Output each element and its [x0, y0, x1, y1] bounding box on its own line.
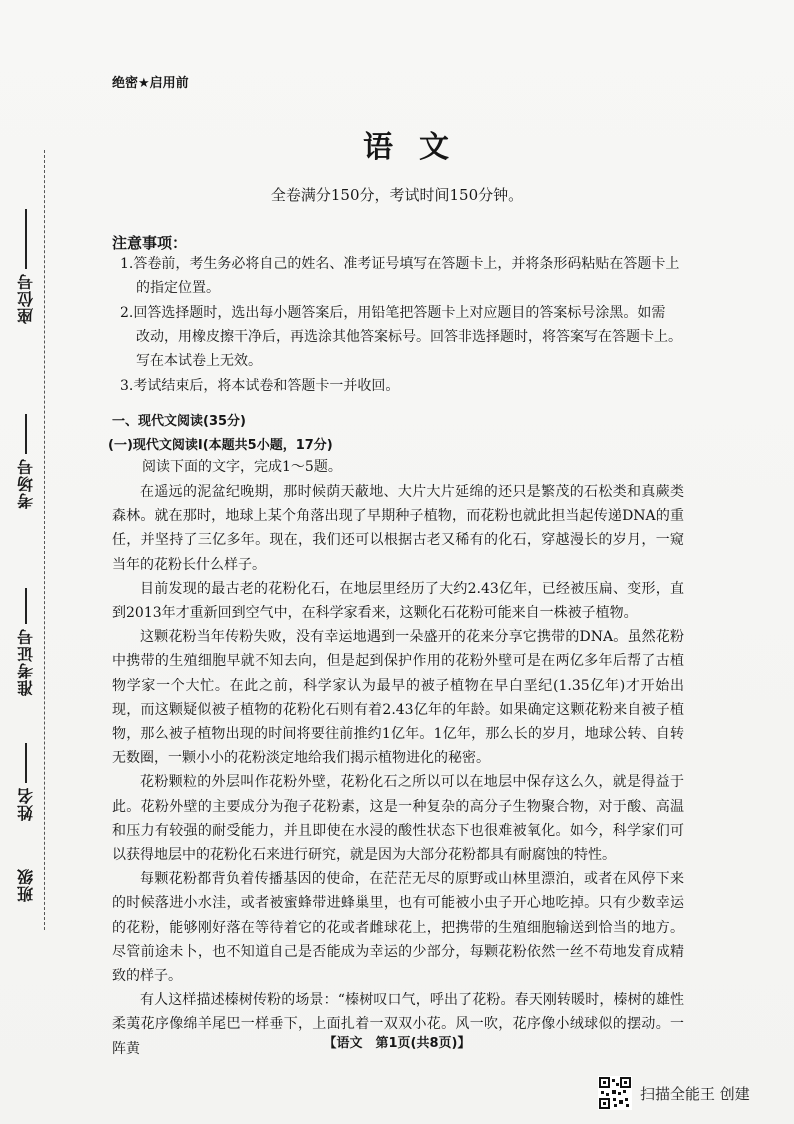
page-title: 语文 [363, 130, 475, 165]
subsection-title: (一)现代文阅读Ⅰ(本题共5小题，17分) [108, 438, 333, 453]
binding-dashed-line [44, 150, 45, 930]
scanner-watermark [598, 1076, 750, 1110]
note-line: 改动，用橡皮擦干净后，再选涂其他答案标号。回答非选择题时，将答案写在答题卡上。 [136, 329, 682, 345]
passage-paragraph: 花粉颗粒的外层叫作花粉外壁，花粉化石之所以可以在地层中保存这么久，就是得益于此。花粉外壁的主要成分为孢子花粉素，这是一种复杂的高分子生物聚合物，对于酸、高温和压力有较强的耐受能力，并且即使在水浸的酸性状态下也很难被氧化。如今，科学家们可以获得地层中的花粉化石来进行研究，就是因为大部分花粉都具有耐腐蚀的特性。 [112, 774, 684, 864]
seat-number-label: 座位号 [16, 273, 36, 325]
qr-code-icon [598, 1076, 632, 1110]
admission-number-line [25, 588, 27, 624]
note-item [120, 301, 690, 373]
exam-room-label: 考场号 [16, 458, 36, 510]
note-line: 1.答卷前，考生务必将自己的姓名、准考证号填写在答题卡上，并将条形码粘贴在答题卡上 [120, 256, 680, 272]
watermark-text: 扫描全能王 创建 [640, 1084, 750, 1103]
note-line: 写在本试卷上无效。 [136, 353, 262, 369]
passage-paragraph: 在遥远的泥盆纪晚期，那时候荫天蔽地、大片大片延绵的还只是繁茂的石松类和真蕨类森林。就在那时，地球上某个角落出现了早期种子植物，而花粉也就此担当起传递DNA的重任，并坚持了三亿多年。现在，我们还可以根据古老又稀有的化石，穿越漫长的岁月，一窥当年的花粉长什么样子。 [112, 484, 684, 573]
name-line [25, 743, 27, 783]
class-label: 班级 [16, 868, 36, 902]
note-line: 的指定位置。 [136, 280, 220, 296]
exam-room-line [25, 415, 27, 455]
notes-heading: 注意事项： [112, 234, 188, 252]
class-field [8, 850, 44, 920]
name-field [8, 725, 44, 835]
passage-paragraph: 这颗花粉当年传粉失败，没有幸运地遇到一朵盛开的花来分享它携带的DNA。虽然花粉中携带的生殖细胞早就不知去向，但是起到保护作用的花粉外壁可是在两亿多年后帮了古植物学家一个大忙。在此之前，科学家认为最早的被子植物在早白垩纪(1.35亿年)才开始出现，而这颗疑似被子植物的花粉化石则有着2.43亿年的年龄。如果确定这颗花粉来自被子植物，那么被子植物出现的时间将要往前推约1亿年。1亿年，那么长的岁月，地球公转、自转无数圈，一颗小小的花粉淡定地给我们揭示植物进化的秘密。 [112, 629, 684, 767]
note-line: 3.考试结束后，将本试卷和答题卡一并收回。 [120, 378, 400, 394]
name-label: 姓名 [16, 787, 36, 821]
admission-number-field [8, 570, 44, 710]
passage-paragraph: 有人这样描述榛树传粉的场景：“榛树叹口气，呼出了花粉。春天刚转暖时，榛树的雄性柔荑花序像绵羊尾巴一样垂下，上面扎着一双双小花。风一吹，花序像小绒球似的摆动。一阵黄 [112, 992, 684, 1057]
page-footer: 【语文 第1页(共8页)】 [323, 1036, 471, 1051]
section-title: 一、现代文阅读(35分) [112, 414, 246, 429]
reading-passage [112, 480, 684, 1061]
seat-number-line [25, 210, 27, 270]
exam-info: 全卷满分150分，考试时间150分钟。 [270, 186, 524, 204]
notes-list [120, 252, 690, 398]
confidential-mark: 绝密★启用前 [112, 76, 189, 91]
note-line: 2.回答选择题时，选出每小题答案后，用铅笔把答题卡上对应题目的答案标号涂黑。如需 [120, 305, 666, 321]
passage-paragraph: 目前发现的最古老的花粉化石，在地层里经历了大约2.43亿年，已经被压扁、变形，直到2013年才重新回到空气中，在科学家看来，这颗化石花粉可能来自一株被子植物。 [112, 580, 684, 622]
passage-paragraph: 每颗花粉都背负着传播基因的使命，在茫茫无尽的原野或山林里漂泊，或者在风停下来的时候落进小水洼，或者被蜜蜂带进蜂巢里，也有可能被小虫子开心地吃掉。只有少数幸运的花粉，能够刚好落在等待着它的花或者雌球花上，把携带的生殖细胞输送到恰当的地方。尽管前途未卜，也不知道自己是否能成为幸运的少部分，每颗花粉依然一丝不苟地发育成精致的样子。 [112, 871, 684, 985]
reading-instruction: 阅读下面的文字，完成1～5题。 [142, 459, 342, 475]
note-item [120, 374, 690, 398]
admission-number-label: 准考证号 [16, 628, 36, 696]
exam-room-field [8, 400, 44, 520]
note-item [120, 252, 690, 300]
